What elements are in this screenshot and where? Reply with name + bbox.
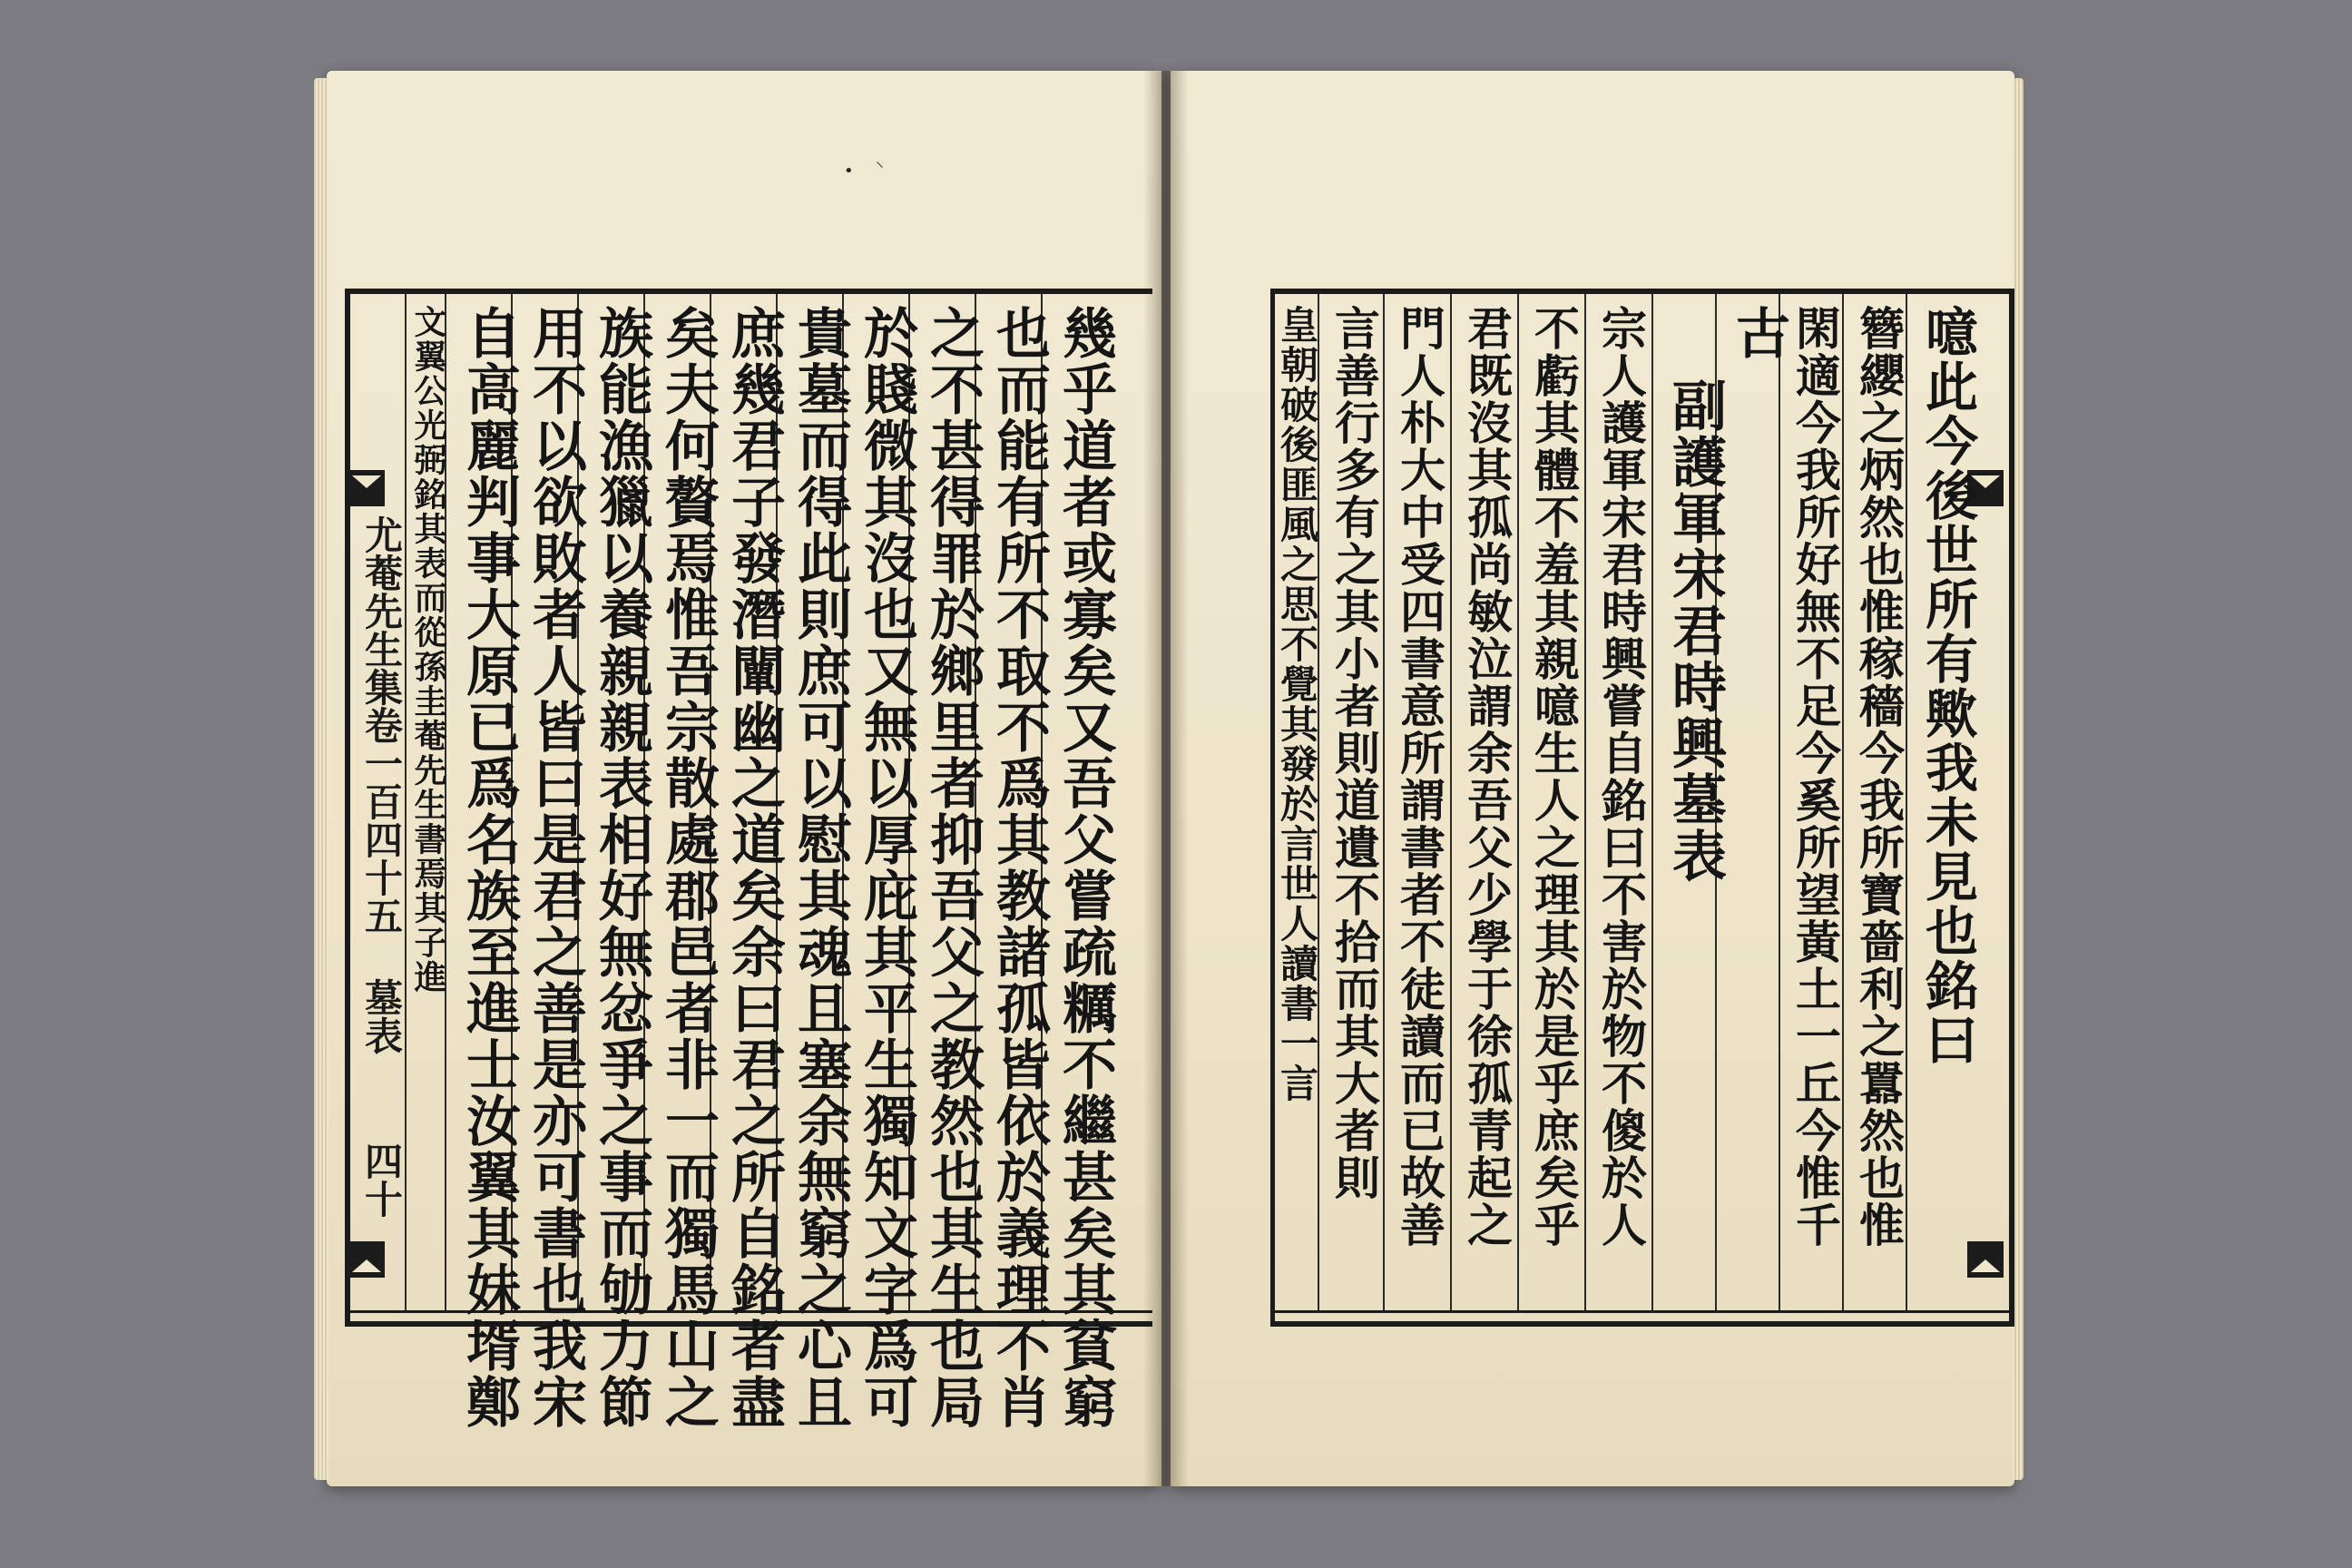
- column-rule: [1651, 294, 1653, 1310]
- column-rule: [1383, 294, 1385, 1310]
- left-column-2: 也而能有所不取不爲其教諸孤皆依於義理不肖: [987, 305, 1051, 1430]
- right-column-1: 噫此今後世所有歟我未見也銘曰: [1916, 305, 1978, 1067]
- open-book: [327, 71, 2014, 1486]
- right-column-4: 古: [1727, 305, 1790, 361]
- column-rule: [1584, 294, 1586, 1310]
- right-column-11: 皇朝破後匪風之思不覺其發於言世人讀書一言: [1275, 305, 1319, 1103]
- left-page-edges: [314, 78, 328, 1480]
- epitaph-heading: 副護軍宋君時興墓表: [1663, 377, 1727, 884]
- column-rule: [1842, 294, 1844, 1310]
- right-column-3: 閑適今我所好無不足今奚所望黃土一丘今惟千: [1788, 305, 1842, 1249]
- left-column-7: 矣夫何贅焉惟吾宗散處郡邑者非一而獨馬山之: [656, 305, 720, 1430]
- column-rule: [1517, 294, 1519, 1310]
- column-rule: [1779, 294, 1780, 1310]
- left-column-5: 貴墓而得此則庶可以慰其魂且塞余無窮之心且: [789, 305, 852, 1430]
- right-column-10: 言善行多有之其小者則道遺不拾而其大者則: [1328, 305, 1381, 1201]
- left-column-4: 於賤微其沒也又無以厚庇其平生獨知文字爲可: [855, 305, 918, 1430]
- right-column-2: 簪纓之炳然也惟稼穡今我所寶嗇利之囂然也惟: [1852, 305, 1906, 1249]
- left-column-3: 之不甚得罪於鄉里者抑吾父之教然也其生也局: [921, 305, 985, 1430]
- left-column-8: 族能漁獵以養親親表相好無忿爭之事而劬力節: [590, 305, 653, 1430]
- right-column-9: 門人朴大中受四書意所謂書者不徒讀而已故善: [1393, 305, 1446, 1249]
- ink-speck: •: [844, 162, 854, 181]
- left-column-6: 庶幾君子發潛闡幽之道矣余曰君之所自銘者盡: [722, 305, 786, 1430]
- spine-page-number: 四十: [359, 1142, 404, 1218]
- right-bottom-rule: [1270, 1310, 2014, 1313]
- column-rule: [1906, 294, 1907, 1310]
- ink-speck: ⸌: [876, 159, 884, 178]
- right-column-8: 君既沒其孤尚敏泣謂余吾父少學于徐孤青起之: [1460, 305, 1514, 1249]
- left-column-11: 文翼公光弼銘其表而從孫圭菴先生書焉其子進: [409, 305, 447, 995]
- right-column-7: 不虧其體不羞其親噫生人之理其於是乎庶矣乎: [1527, 305, 1581, 1249]
- right-column-6: 宗人護軍宋君時興嘗自銘曰不害於物不傻於人: [1594, 305, 1648, 1249]
- spine-title: 尤菴先生集卷一百四十五: [359, 515, 404, 935]
- fishtail-bottom-icon: [348, 1241, 385, 1278]
- left-column-10: 自高麗判事大原已爲名族至進士汝翼其妹壻鄭: [457, 305, 521, 1430]
- left-column-1: 幾乎道者或寡矣又吾父嘗疏糲不繼甚矣其貧窮: [1054, 305, 1117, 1430]
- fishtail-top-icon: [348, 470, 385, 506]
- left-column-9: 用不以欲敗者人皆曰是君之善是亦可書也我宋: [524, 305, 587, 1430]
- column-rule: [1450, 294, 1452, 1310]
- spine-section: 墓表: [359, 978, 404, 1054]
- fishtail-right-bottom-icon: [1967, 1241, 2004, 1278]
